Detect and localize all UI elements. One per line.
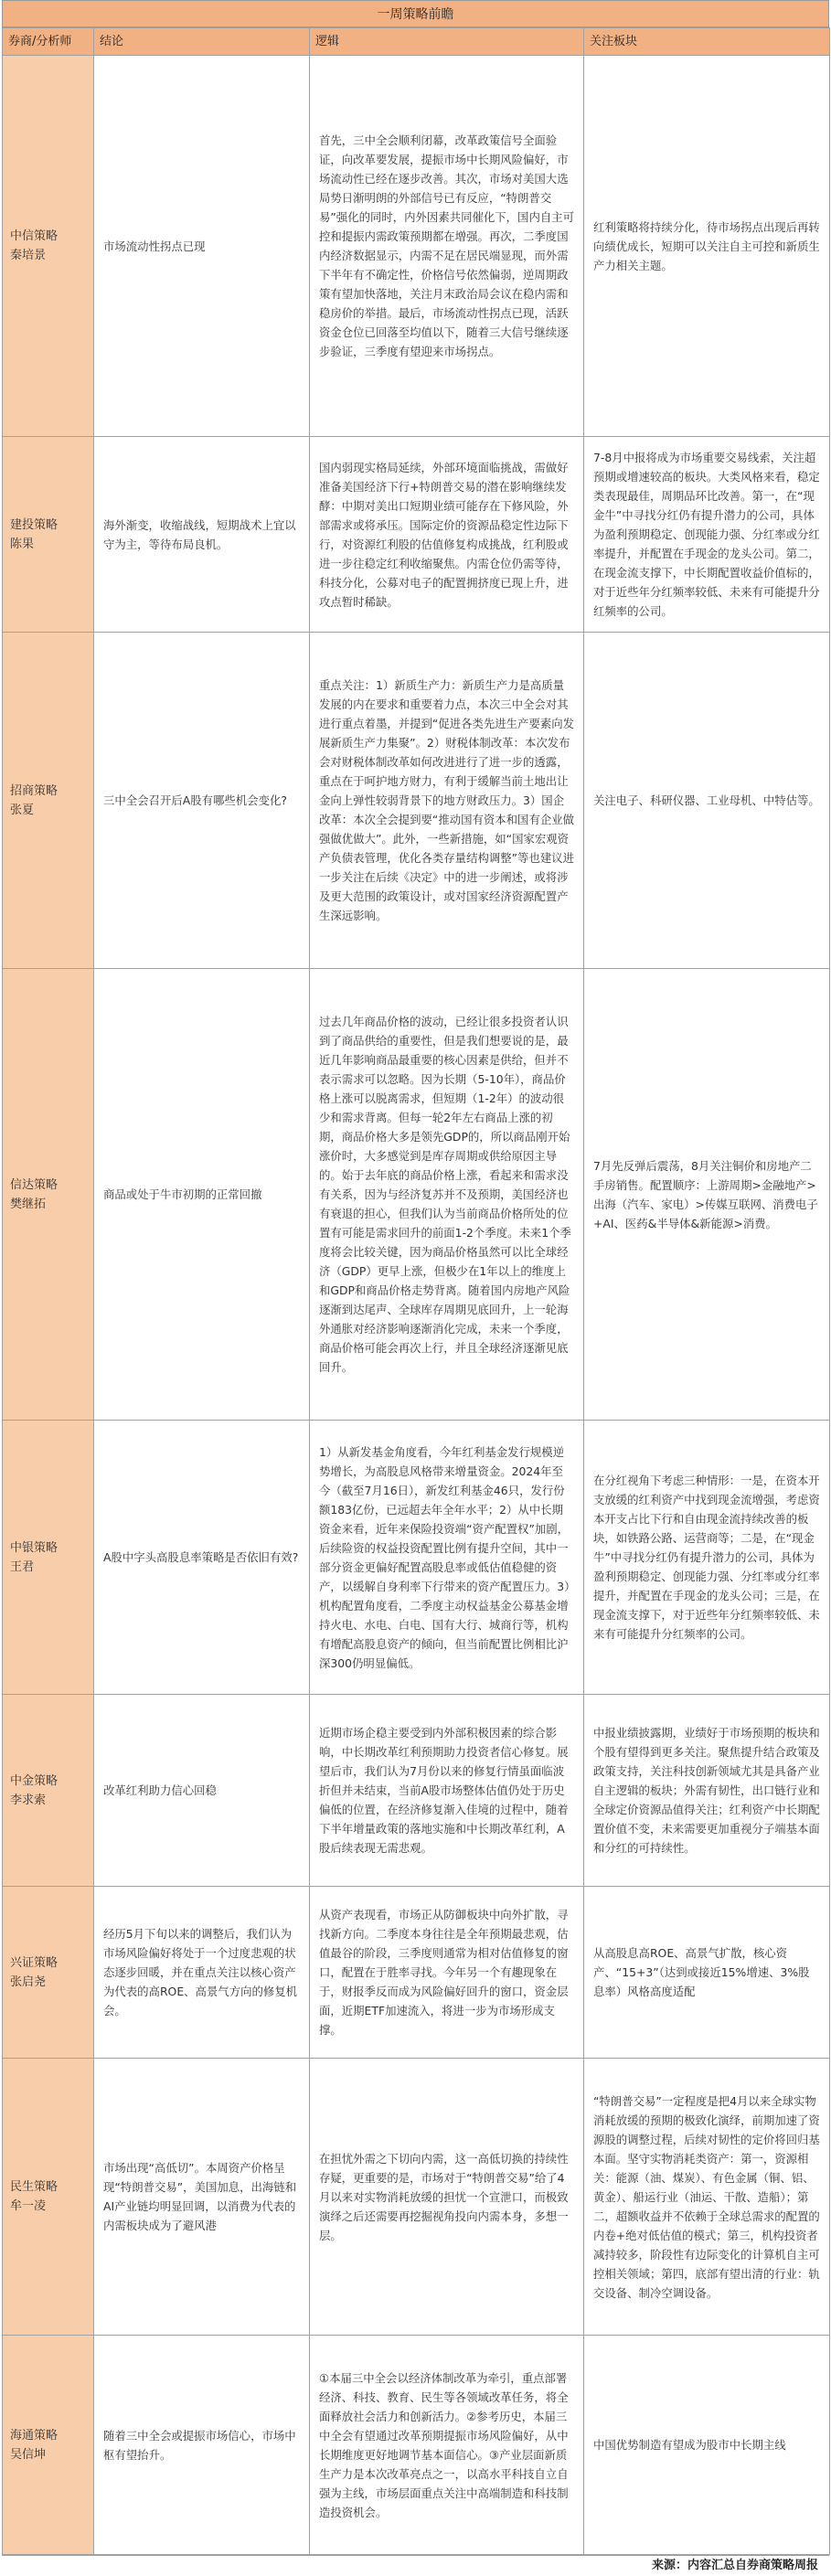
strategy-table-container [2, 0, 829, 2576]
logic-cell: 重点关注：1）新质生产力：新质生产力是高质量发展的内在要求和重要着力点，本次三中全会对其进行重点着墨，并提到“促进各类先进生产要素向发展新质生产力集聚”。2）财税体制改革：本次发布会对财税体制改革如何改进进行了进一步的透露，重点在于呵护地方财力，有利于缓解当前土地出让金向上弹性较弱背景下的地方财政压力。3）国企改革：本次全会提到要“推动国有资本和国有企业做强做优做大”。此外，一些新措施，如“国家宏观资产负债表管理，优化各类存量结构调整”等也建议进一步关注在后续《决定》中的进一步阐述，或将涉及更大范围的政策设计，或对国家经济资源配置产生深远影响。 [310, 633, 584, 969]
focus-cell: 从高股息高ROE、高景气扩散，核心资产、“15+3”（达到或接近15%增速、3%股息率）风格高度适配 [584, 1887, 830, 2059]
analyst-cell [3, 1695, 94, 1887]
table-row [3, 1887, 830, 2059]
strategy-table [2, 27, 830, 2555]
analyst-name: 张夏 [10, 803, 35, 817]
analyst-name: 王君 [10, 1559, 35, 1574]
analyst-cell [3, 633, 94, 969]
conclusion-cell: 市场出现“高低切”。本周资产价格呈现“特朗普交易”，美国加息，出海链和AI产业链均明显回调，以消费为代表的内需板块成为了避风港 [94, 2059, 310, 2336]
focus-cell: 中国优势制造有望成为股市中长期主线 [584, 2336, 830, 2555]
table-row [3, 2336, 830, 2555]
analyst-cell [3, 1421, 94, 1695]
header-row [3, 28, 830, 56]
analyst-name: 樊继拓 [10, 1197, 47, 1211]
header-focus: 关注板块 [584, 28, 830, 56]
focus-cell: 7月先反弹后震荡，8月关注铜价和房地产二手房销售。配置顺序：上游周期>金融地产>出海（汽车、家电）>传媒互联网、消费电子+AI、医药&半导体&新能源>消费。 [584, 969, 830, 1421]
analyst-name: 陈果 [10, 537, 35, 551]
conclusion-cell: 商品或处于牛市初期的正常回撤 [94, 969, 310, 1421]
analyst-name: 李求索 [10, 1793, 47, 1807]
broker-name: 中金策略 [10, 1773, 59, 1788]
source-note: 来源：内容汇总自券商策略周报 [2, 2555, 829, 2576]
conclusion-cell: 经历5月下旬以来的调整后，我们认为市场风险偏好将处于一个过度悲观的状态逐步回暖，并在重点关注以核心资产为代表的高ROE、高景气方向的修复机会。 [94, 1887, 310, 2059]
analyst-cell [3, 2059, 94, 2336]
broker-name: 兴证策略 [10, 1955, 59, 1970]
conclusion-cell: 随着三中全会或提振市场信心，市场中枢有望抬升。 [94, 2336, 310, 2555]
logic-cell: 过去几年商品价格的波动，已经让很多投资者认识到了商品供给的重要性，但是我们想要说的是，最近几年影响商品最重要的核心因素是供给，但并不表示需求可以忽略。因为长期（5-10年），商品价格上涨可以脱离需求，但短期（1-2年）的波动很少和需求背离。但每一轮2年左右商品上涨的初期，商品价格大多是领先GDP的，所以商品刚开始涨价时，大多感觉到是库存周期或供给原因主导的。始于去年底的商品价格上涨，看起来和需求没有关系，因为与经济复苏并不及预期，美国经济也有衰退的担心，但我们认为当前商品价格所处的位置有可能是需求回升的前面1-2个季度。未来1个季度将会比较关键，因为商品价格虽然可以比全球经济（GDP）更早上涨，但极少在1年以上的维度上和GDP和商品价格走势背离。随着国内房地产风险逐渐到达尾声、全球库存周期见底回升，上一轮海外通胀对经济影响逐渐消化完成，未来一个季度，商品价格可能会再次上行，并且全球经济逐渐见底回升。 [310, 969, 584, 1421]
conclusion-cell: 改革红利助力信心回稳 [94, 1695, 310, 1887]
analyst-name: 牟一凌 [10, 2199, 47, 2213]
analyst-cell [3, 437, 94, 633]
analyst-cell [3, 56, 94, 437]
analyst-cell [3, 2336, 94, 2555]
table-row [3, 2059, 830, 2336]
analyst-cell [3, 969, 94, 1421]
header-analyst: 券商/分析师 [3, 28, 94, 56]
broker-name: 招商策略 [10, 783, 59, 798]
conclusion-cell: A股中字头高股息率策略是否依旧有效? [94, 1421, 310, 1695]
focus-cell: 在分红视角下考虑三种情形：一是，在资本开支放缓的红利资产中找到现金流增强，考虑资本开支占比下行和自由现金流持续改善的板块，如铁路公路、运营商等；二是，在“现金牛”中寻找分红仍有提升潜力的公司，具体为盈利预期稳定、创现能力强、分红率或分红率提升，并配置在手现金的龙头公司；三是，在现金流支撑下，对于近些年分红频率较低、未来有可能提升分红频率的公司。 [584, 1421, 830, 1695]
logic-cell: 从资产表现看，市场正从防御板块中向外扩散，寻找新方向。二季度本身往往是全年预期最悲观，估值最谷的阶段，三季度则通常为相对估值修复的窗口，配置在于胜率寻找。今年另一个有趣现象在于，财报季反而成为风险偏好回升的窗口，资金层面，近期ETF加速流入，将进一步为市场形成支撑。 [310, 1887, 584, 2059]
table-row [3, 1421, 830, 1695]
logic-cell: ①本届三中全会以经济体制改革为牵引，重点部署经济、科技、教育、民生等各领域改革任务，将全面释放社会活力和创新活力。②参考历史，本届三中全会有望通过改革预期提振市场风险偏好，从中长期维度更好地调节基本面信心。③产业层面新质生产力是本次改革亮点之一，以高水平科技自立自强为主线，市场层面重点关注中高端制造和科技制造投资机会。 [310, 2336, 584, 2555]
table-row [3, 633, 830, 969]
analyst-cell [3, 1887, 94, 2059]
table-title: 一周策略前瞻 [2, 0, 829, 27]
focus-cell: 红利策略将持续分化，待市场拐点出现后再转向绩优成长，短期可以关注自主可控和新质生产力相关主题。 [584, 56, 830, 437]
broker-name: 海通策略 [10, 2428, 59, 2443]
table-row [3, 1695, 830, 1887]
header-conclusion: 结论 [94, 28, 310, 56]
logic-cell: 1）从新发基金角度看，今年红利基金发行规模逆势增长，为高股息风格带来增量资金。2024年至今（截至7月16日），新发红利基金46只，发行份额183亿份，已远超去年全年水平；2）从中长期资金来看，近年来保险投资端“资产配置权”加剧，后续险资的权益投资配置比例有提升空间，其中一部分资金更偏好配置高股息率或低估值稳健的资产，以缓解自身利率下行带来的资产配置压力。3）机构配置角度看，二季度主动权益基金公募基金增持火电、水电、白电、国有大行、城商行等，机构有增配高股息资产的倾向，但当前配置比例相比沪深300仍明显偏低。 [310, 1421, 584, 1695]
analyst-name: 张启尧 [10, 1975, 47, 1989]
logic-cell: 在担忧外需之下切向内需，这一高低切换的持续性存疑，更重要的是，市场对于“特朗普交易”给了4月以来对实物消耗放缓的担忧一个宣泄口，而极致演绎之后还需要再挖掘视角投向内需本身，多想一层。 [310, 2059, 584, 2336]
analyst-name: 秦培景 [10, 249, 47, 262]
table-row [3, 969, 830, 1421]
header-logic: 逻辑 [310, 28, 584, 56]
focus-cell: 关注电子、科研仪器、工业母机、中特估等。 [584, 633, 830, 969]
conclusion-cell: 市场流动性拐点已现 [94, 56, 310, 437]
logic-cell: 近期市场企稳主要受到内外部积极因素的综合影响，中长期改革红利预期助力投资者信心修复。展望后市，我们认为7月份以来的修复行情虽面临波折但并未结束，当前A股市场整体估值仍处于历史偏低的位置，在经济修复渐入佳境的过程中，随着下半年增量政策的落地实施和中长期改革红利，A股后续表现无需悲观。 [310, 1695, 584, 1887]
conclusion-cell: 海外渐变，收缩战线，短期战术上宜以守为主，等待布局良机。 [94, 437, 310, 633]
broker-name: 民生策略 [10, 2180, 59, 2194]
logic-cell: 首先，三中全会顺利闭幕，改革政策信号全面验证，向改革要发展，提振市场中长期风险偏好，市场流动性已经在逐步改善。其次，市场对美国大选局势日渐明朗的外部信号已有反应，“特朗普交易”强化的同时，内外因素共同催化下，国内自主可控和提振内需政策预期都在增强。再次，二季度国内经济数据显示，内需不足在居民端显现，而外需下半年有不确定性，价格信号依然偏弱，逆周期政策有望加快落地，关注月末政治局会议在稳内需和稳房价的举措。最后，市场流动性拐点已现，活跃资金仓位已回落至均值以下，随着三大信号继续逐步验证，三季度有望迎来市场拐点。 [310, 56, 584, 437]
focus-cell: 中报业绩披露期，业绩好于市场预期的板块和个股有望得到更多关注。聚焦提升结合政策及政策支持，关注科技创新领域尤其是具备产业自主逻辑的板块；外需有韧性，出口链行业和全球定价资源品值得关注；红利资产中长期配置价值不变，未来需要更加重视分子端基本面和分红的可持续性。 [584, 1695, 830, 1887]
focus-cell: “特朗普交易”一定程度是把4月以来全球实物消耗放缓的预期的极致化演绎，前期加速了资源股的调整过程，后续对韧性的定价将回归基本面。坚守实物消耗类资产：第一，资源相关：能源（油、煤炭）、有色金属（铜、铝、黄金）、船运行业（油运、干散、造船）；第二，超额收益并不依赖于全球总需求的配置的内卷+绝对低估值的模式；第三，机构投资者减持较多，阶段性有边际变化的计算机自主可控相关领域；第四，底部有望出清的行业：轨交设备、制冷空调设备。 [584, 2059, 830, 2336]
broker-name: 中银策略 [10, 1540, 59, 1555]
table-row [3, 56, 830, 437]
focus-cell: 7-8月中报将成为市场重要交易线索，关注超预期或增速较高的板块。大类风格来看，稳定类表现最佳，周期品环比改善。第一，在“现金牛”中寻找分红仍有提升潜力的公司，具体为盈利预期稳定、创现能力强、分红率或分红率提升，并配置在手现金的龙头公司。第二，在现金流支撑下，中长期配置收益价值标的，对于近些年分红频率较低、未来有可能提升分红频率的公司。 [584, 437, 830, 633]
table-row [3, 437, 830, 633]
conclusion-cell: 三中全会召开后A股有哪些机会变化? [94, 633, 310, 969]
logic-cell: 国内弱现实格局延续，外部环境面临挑战，需做好准备美国经济下行+特朗普交易的潜在影响继续发酵：中期对美出口短期业绩可能存在下修风险，外部需求或将承压。国际定价的资源品稳定性边际下行，对资源红利股的估值修复构成挑战，红利股或进一步往稳定红利收缩聚焦。内需仓位仍需等待，科技分化，公募对电子的配置拥挤度已现上升，进攻点暂时稀缺。 [310, 437, 584, 633]
broker-name: 建投策略 [10, 517, 59, 532]
broker-name: 信达策略 [10, 1177, 59, 1192]
broker-name: 中信策略 [10, 229, 59, 243]
analyst-name: 吴信坤 [10, 2447, 47, 2462]
